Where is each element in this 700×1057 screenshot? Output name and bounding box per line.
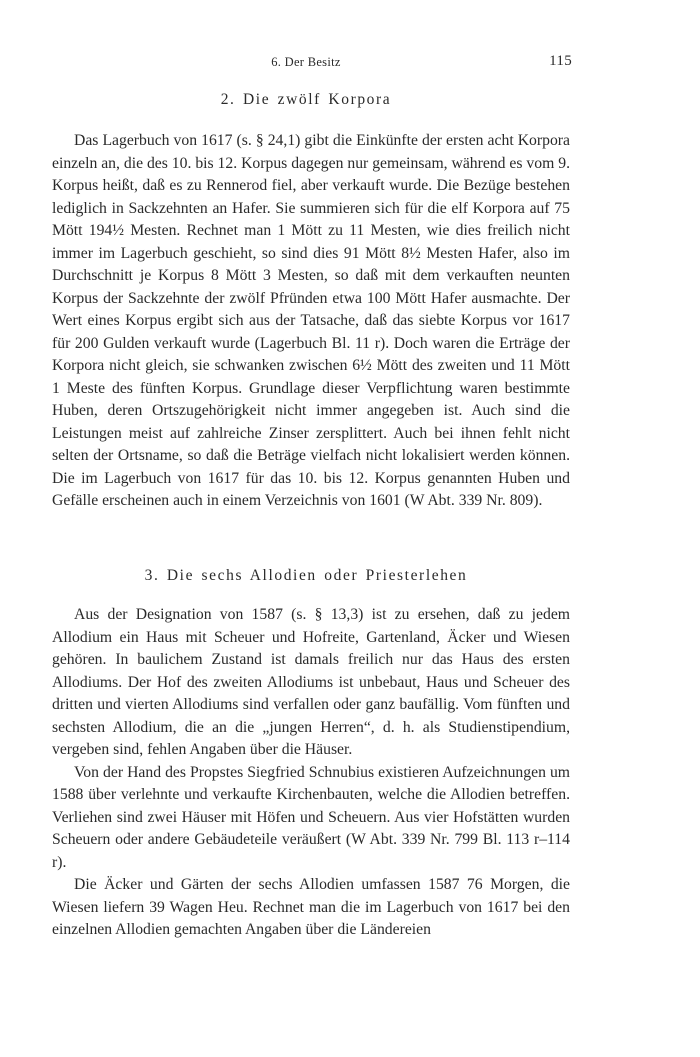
section-heading-allodien: 3. Die sechs Allodien oder Priesterlehen xyxy=(144,567,468,584)
paragraph: Die Äcker und Gärten der sechs Allodien umfassen 1587 76 Morgen, die Wiesen liefern 39 Wagen Heu. Rechnet man die im Lagerbuch von 1617 bei den einzelnen Allodien gemachten Angaben über die Ländereien xyxy=(52,876,570,938)
paragraph: Von der Hand des Propstes Siegfried Schnubius existieren Aufzeichnungen um 1588 über verlehnte und verkaufte Kirchenbauten, welche die Allodien betreffen. Verliehen sind zwei Häuser mit Höfen und Scheuern. Aus vier Hofstätten wurden Scheuern oder andere Gebäudeteile veräußert (W Abt. 339 Nr. 799 Bl. 113 r–114 r). xyxy=(52,763,570,871)
paragraph: Aus der Designation von 1587 (s. § 13,3) ist zu ersehen, daß zu jedem Allodium ein Haus mit Scheuer und Hofreite, Gartenland, Äcker und Wiesen gehören. In baulichem Zustand ist damals freilich nur das Haus des ersten Allodiums. Der Hof des zweiten Allodiums ist unbebaut, Haus und Scheuer des dritten und vierten Allodiums sind verfallen oder ganz baufällig. Vom fünften und sechsten Allodium, die an die „jungen Herren“, d. h. als Studienstipendium, vergeben sind, fehlen Angaben über die Häuser. xyxy=(52,606,570,758)
page-number: 115 xyxy=(549,53,572,69)
section-heading-korpora: 2. Die zwölf Korpora xyxy=(220,91,392,108)
section-body-allodien xyxy=(52,604,570,942)
section-body-korpora xyxy=(52,130,570,513)
running-head-title: 6. Der Besitz xyxy=(271,55,341,69)
running-head xyxy=(0,53,700,73)
paragraph: Das Lagerbuch von 1617 (s. § 24,1) gibt die Einkünfte der ersten acht Korpora einzeln an, die des 10. bis 12. Korpus dagegen nur gemeinsam, während es vom 9. Korpus heißt, daß es zu Rennerod fiel, aber verkauft wurde. Die Bezüge bestehen lediglich in Sackzehnten an Hafer. Sie summieren sich für die elf Korpora auf 75 Mött 194½ Mesten. Rechnet man 1 Mött zu 11 Mesten, wie dies freilich nicht immer im Lagerbuch geschieht, so sind dies 91 Mött 8½ Mesten Hafer, also im Durchschnitt je Korpus 8 Mött 3 Mesten, so daß mit dem verkauften neunten Korpus der Sackzehnte der zwölf Pfründen etwa 100 Mött Hafer ausmachte. Der Wert eines Korpus ergibt sich aus der Tatsache, daß das siebte Korpus vor 1617 für 200 Gulden verkauft wurde (Lagerbuch Bl. 11 r). Doch waren die Erträge der Korpora nicht gleich, sie schwanken zwischen 6½ Mött des zweiten und 11 Mött 1 Meste des fünften Korpus. Grundlage dieser Verpflichtung waren bestimmte Huben, deren Ortszugehörigkeit nicht immer angegeben ist. Auch sind die Leistungen meist auf zahlreiche Zinser zersplittert. Auch bei ihnen fehlt nicht selten der Ortsname, so daß die Beträge vielfach nicht lokalisiert werden können. Die im Lagerbuch von 1617 für das 10. bis 12. Korpus genannten Huben und Gefälle erscheinen auch in einem Verzeichnis von 1601 (W Abt. 339 Nr. 809). xyxy=(52,132,570,509)
